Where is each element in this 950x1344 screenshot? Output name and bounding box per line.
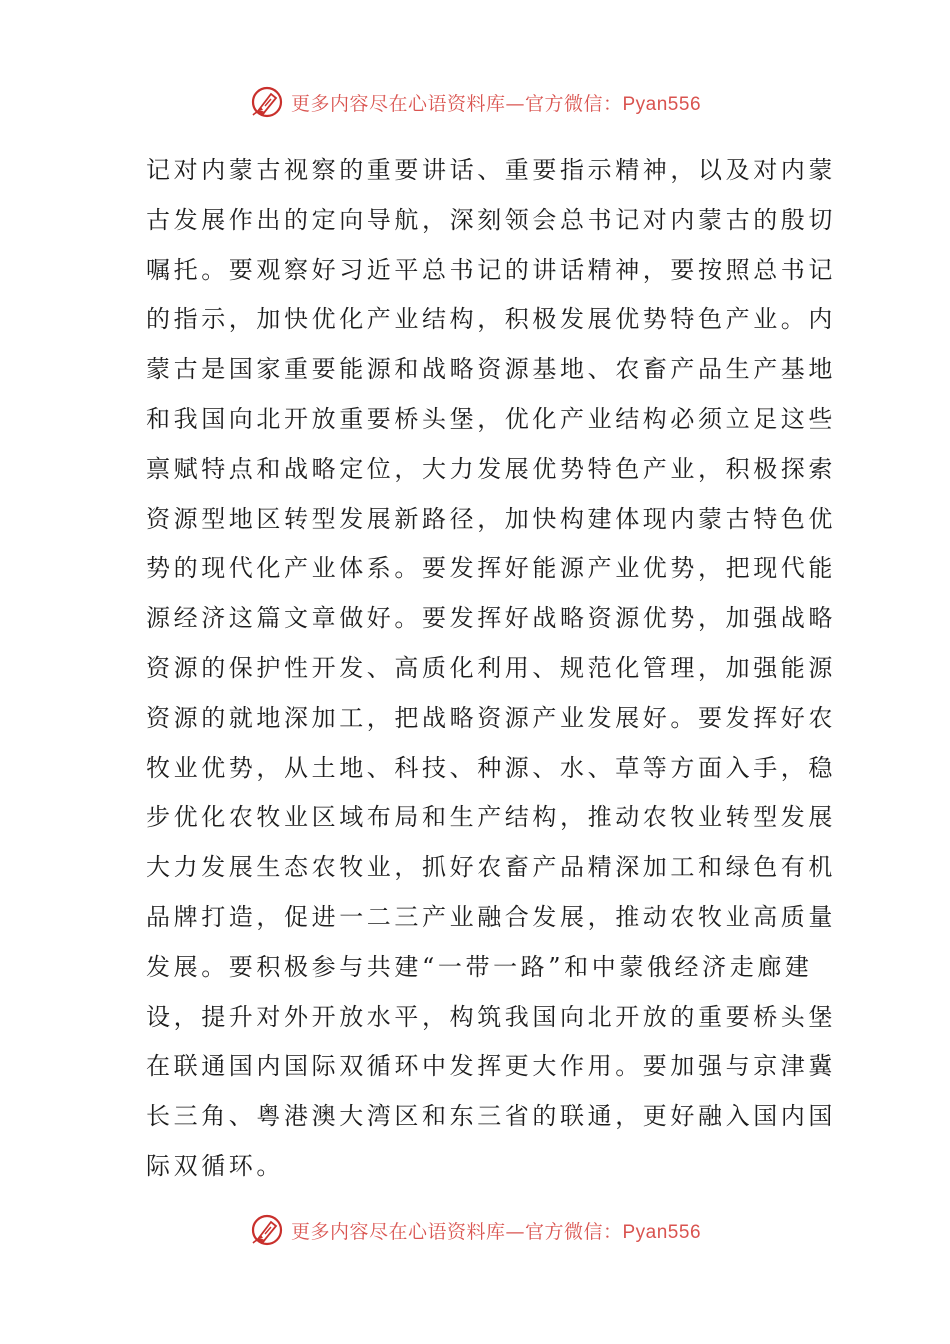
footer-banner-label: 更多内容尽在心语资料库—官方微信：: [290, 1220, 623, 1243]
footer-banner-text: [291, 1217, 701, 1244]
text-line: 蒙古是国家重要能源和战略资源基地、农畜产品生产基地: [146, 355, 836, 384]
text-line: 长三角、粤港澳大湾区和东三省的联通，更好融入国内国: [146, 1102, 836, 1131]
text-line: 际双循环。: [146, 1151, 284, 1180]
text-line: 设，提升对外开放水平，构筑我国向北开放的重要桥头堡: [146, 1002, 836, 1031]
footer-banner: [0, 1210, 950, 1250]
text-line: 嘱托。要观察好习近平总书记的讲话精神，要按照总书记: [146, 255, 836, 284]
header-banner-label: 更多内容尽在心语资料库—官方微信：: [290, 92, 623, 115]
text-line: 禀赋特点和战略定位，大力发展优势特色产业，积极探索: [146, 454, 836, 483]
document-body: [146, 146, 836, 1192]
footer-banner-inner: [249, 1212, 701, 1248]
text-line: 和我国向北开放重要桥头堡，优化产业结构必须立足这些: [146, 404, 836, 433]
text-line: 记对内蒙古视察的重要讲话、重要指示精神，以及对内蒙: [146, 156, 836, 184]
text-line: 资源的就地深加工，把战略资源产业发展好。要发挥好农: [146, 703, 836, 732]
pen-nib-logo-icon: [249, 84, 285, 120]
text-line: 资源的保护性开发、高质化利用、规范化管理，加强能源: [146, 653, 836, 682]
text-line: 在联通国内国际双循环中发挥更大作用。要加强与京津冀: [146, 1052, 836, 1081]
text-line: 势的现代化产业体系。要发挥好能源产业优势，把现代能: [146, 554, 836, 583]
text-line: 品牌打造，促进一二三产业融合发展，推动农牧业高质量: [146, 902, 836, 931]
text-line: 的指示，加快优化产业结构，积极发展优势特色产业。内: [146, 305, 836, 334]
pen-nib-logo-icon: [249, 1212, 285, 1248]
footer-wechat-id: Pyan556: [622, 1221, 702, 1243]
text-line: 发展。要积极参与共建“一带一路”和中蒙俄经济走廊建: [146, 952, 813, 981]
header-banner: [0, 82, 950, 122]
header-wechat-id: Pyan556: [622, 93, 702, 115]
text-line: 步优化农牧业区域布局和生产结构，推动农牧业转型发展: [146, 803, 836, 832]
header-banner-inner: [249, 84, 701, 120]
header-banner-text: [291, 89, 701, 116]
text-line: 资源型地区转型发展新路径，加快构建体现内蒙古特色优: [146, 504, 836, 533]
text-line: 大力发展生态农牧业，抓好农畜产品精深加工和绿色有机: [146, 853, 836, 882]
text-line: 源经济这篇文章做好。要发挥好战略资源优势，加强战略: [146, 604, 836, 633]
text-line: 古发展作出的定向导航，深刻领会总书记对内蒙古的殷切: [146, 205, 836, 234]
text-line: 牧业优势，从土地、科技、种源、水、草等方面入手，稳: [146, 753, 836, 782]
